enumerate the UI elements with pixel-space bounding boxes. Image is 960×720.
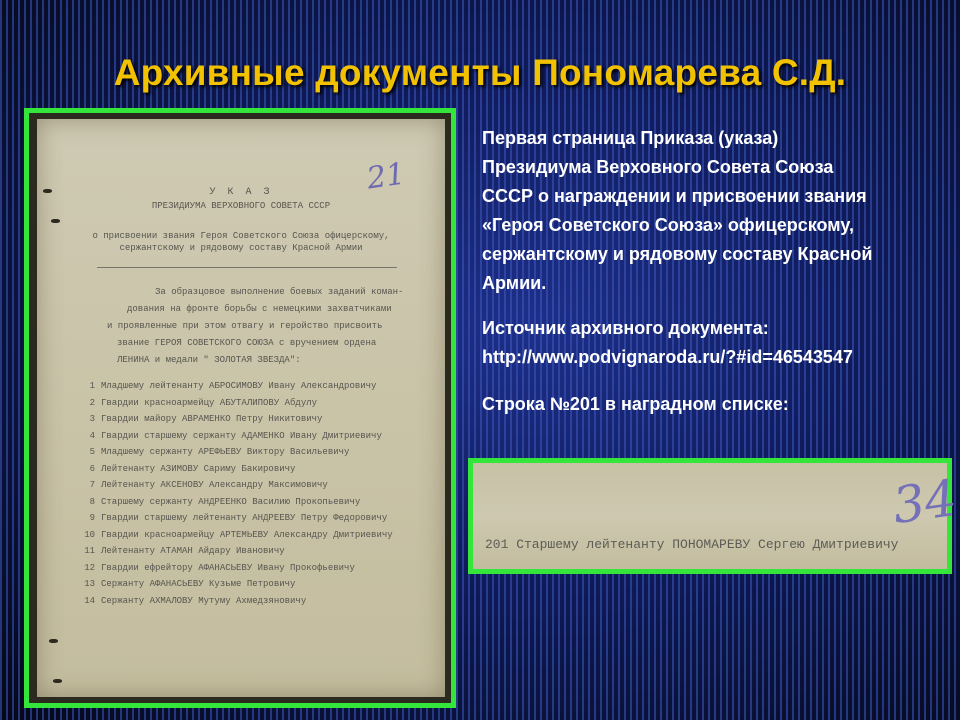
slide-title: Архивные документы Пономарева С.Д.	[113, 52, 847, 93]
list-item-text: Гвардии красноармейцу АБУТАЛИПОВУ Абдулу	[101, 397, 318, 408]
punch-hole	[53, 679, 62, 683]
list-item-number: 3	[89, 414, 95, 424]
list-item	[77, 513, 387, 523]
row-label: Строка №201 в наградном списке:	[482, 394, 789, 414]
list-item-text: Лейтенанту АКСЕНОВУ Александру Максимовичу	[101, 480, 328, 490]
list-item-text: Гвардии ефрейтору АФАНАСЬЕВУ Ивану Прокофьевичу	[101, 562, 355, 573]
list-item	[77, 530, 393, 540]
list-item	[77, 546, 285, 556]
list-item-number: 12	[84, 562, 95, 573]
description-line: СССР о награждении и присвоении звания	[482, 186, 867, 206]
list-item-text: Лейтенанту АЗИМОВУ Сариму Бакировичу	[101, 463, 296, 474]
list-item-number: 10	[84, 529, 95, 540]
punch-hole	[49, 639, 58, 643]
subject-line: о присвоении звания Героя Советского Союза офицерскому,	[92, 231, 390, 241]
source-url: http://www.podvignaroda.ru/?#id=46543547	[482, 347, 853, 367]
list-item-number: 2	[89, 397, 95, 408]
description-line: Армии.	[482, 273, 547, 293]
handwritten-page-number: 21	[364, 156, 408, 197]
list-item	[77, 596, 306, 606]
list-item-number: 14	[84, 595, 95, 606]
intro-line: звание ГЕРОЯ СОВЕТСКОГО СОЮЗА с вручением ордена	[117, 338, 377, 348]
punch-hole	[51, 219, 60, 223]
list-item	[77, 464, 295, 474]
list-item-text: Старшему сержанту АНДРЕЕНКО Василию Прокопьевичу	[101, 496, 361, 507]
list-item	[77, 563, 355, 573]
archive-document-image	[24, 108, 456, 708]
list-item-text: Лейтенанту АТАМАН Айдару Ивановичу	[101, 546, 285, 556]
list-item-text: Гвардии майору АВРАМЕНКО Петру Никитовичу	[101, 414, 323, 424]
list-item-text: Младшему сержанту АРЕФЬЕВУ Виктору Васильевичу	[101, 447, 350, 457]
list-item-text: Гвардии старшему сержанту АДАМЕНКО Ивану Дмитриевичу	[101, 430, 382, 441]
list-item-text: Сержанту АХМАЛОВУ Мутуму Ахмедзяновичу	[101, 595, 307, 606]
list-item	[77, 398, 317, 408]
list-item-number: 11	[84, 546, 95, 556]
award-row-text: 201 Старшему лейтенанту ПОНОМАРЕВУ Сергею Дмитриевичу	[485, 537, 899, 552]
list-item	[77, 414, 322, 424]
list-item-number: 13	[84, 579, 95, 589]
description-line: Первая страница Приказа (указа)	[482, 128, 779, 148]
divider	[97, 267, 397, 268]
list-item-number: 7	[89, 480, 95, 490]
list-item	[77, 497, 360, 507]
intro-line: и проявленные при этом отвагу и геройство присвоить	[107, 321, 383, 331]
list-item	[77, 447, 349, 457]
description-line: сержантскому и рядовому составу Красной	[482, 244, 873, 264]
list-item	[77, 480, 328, 490]
list-item-number: 5	[89, 447, 95, 457]
list-item	[77, 431, 382, 441]
list-item-text: Младшему лейтенанту АБРОСИМОВУ Ивану Александровичу	[101, 381, 377, 391]
list-item-number: 8	[89, 496, 95, 507]
list-item-text: Сержанту АФАНАСЬЕВУ Кузьме Петровичу	[101, 579, 296, 589]
intro-line: За образцовое выполнение боевых заданий коман-	[155, 287, 404, 297]
list-item-number: 4	[89, 430, 95, 441]
intro-line: ЛЕНИНА и медали " ЗОЛОТАЯ ЗВЕЗДА":	[117, 355, 301, 365]
list-item-number: 1	[89, 381, 95, 391]
intro-line: дования на фронте борьбы с немецкими захватчиками	[127, 304, 392, 314]
list-item-text: Гвардии старшему лейтенанту АНДРЕЕВУ Петру Федоровичу	[101, 513, 388, 523]
description-text	[482, 124, 952, 298]
description-panel	[482, 124, 952, 419]
subject-line: сержантскому и рядовому составу Красной Армии	[119, 243, 363, 253]
list-item-number: 9	[89, 513, 95, 523]
description-line: Президиума Верховного Совета Союза	[482, 157, 834, 177]
source-label: Источник архивного документа:	[482, 318, 769, 338]
list-item-number: 6	[89, 463, 95, 474]
list-item-text: Гвардии красноармейцу АРТЕМЬЕВУ Александру Дмитриевичу	[101, 529, 393, 540]
document-page	[37, 119, 445, 697]
award-list-row-image	[468, 458, 960, 574]
list-item	[77, 579, 295, 589]
handwritten-number: 34	[889, 468, 960, 536]
document-heading: У К А З	[209, 187, 273, 198]
document-subheading: ПРЕЗИДИУМА ВЕРХОВНОГО СОВЕТА СССР	[151, 201, 331, 211]
description-line: «Героя Советского Союза» офицерскому,	[482, 215, 855, 235]
list-item	[77, 381, 376, 391]
